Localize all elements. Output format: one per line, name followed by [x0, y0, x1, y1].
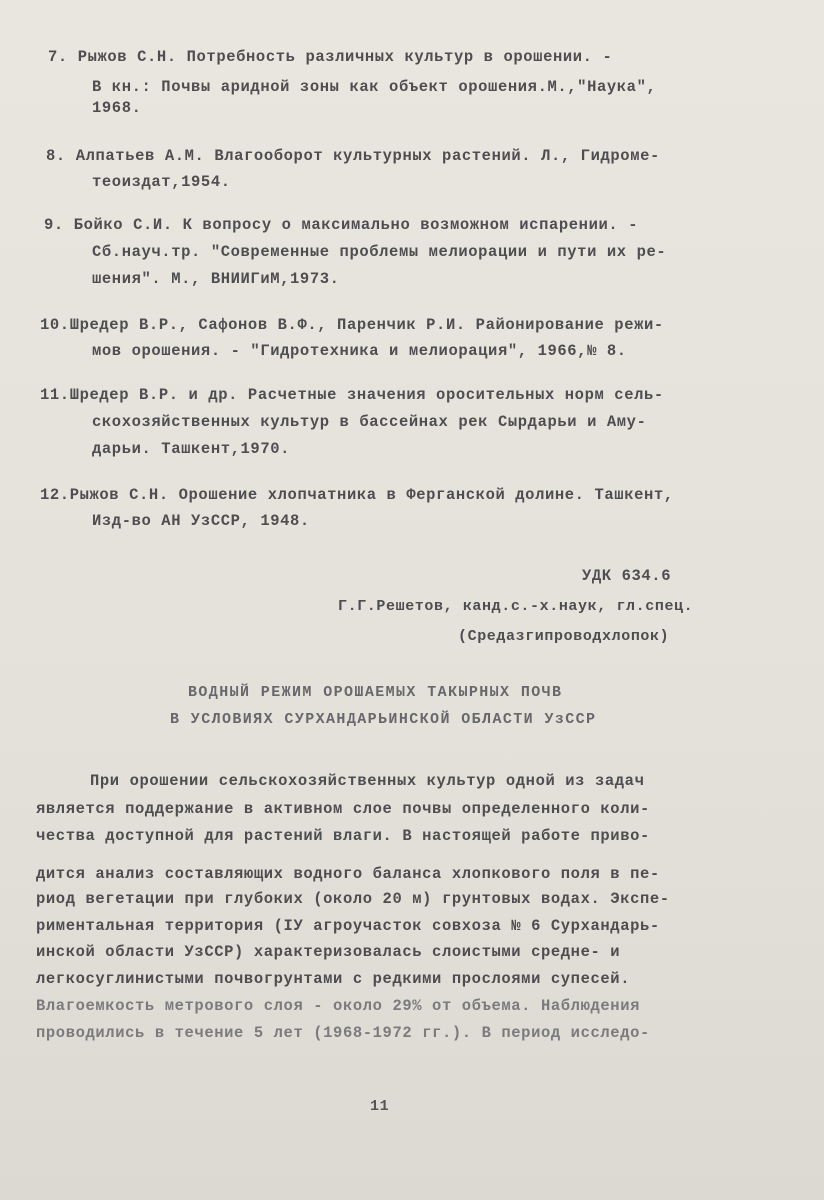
- body-line: чества доступной для растений влаги. В настоящей работе приво-: [36, 827, 650, 845]
- article-title-line-1: ВОДНЫЙ РЕЖИМ ОРОШАЕМЫХ ТАКЫРНЫХ ПОЧВ: [188, 684, 563, 701]
- body-line: риод вегетации при глубоких (около 20 м) грунтовых водах. Экспе-: [36, 890, 670, 908]
- reference-line: Сб.науч.тр. "Современные проблемы мелиорации и пути их ре-: [92, 243, 667, 261]
- affiliation-line: (Средазгипроводхлопок): [458, 628, 670, 645]
- reference-line: 1968.: [92, 99, 142, 117]
- body-line: является поддержание в активном слое почвы определенного коли-: [36, 800, 650, 818]
- reference-line: Изд-во АН УзССР, 1948.: [92, 512, 310, 530]
- udk-code: УДК 634.6: [582, 567, 672, 585]
- article-title-line-2: В УСЛОВИЯХ СУРХАНДАРЬИНСКОЙ ОБЛАСТИ УзССР: [170, 711, 597, 728]
- page-number: 11: [370, 1098, 390, 1115]
- reference-line: теоиздат,1954.: [92, 173, 231, 191]
- body-line: риментальная территория (IУ агроучасток совхоза № 6 Сурхандарь-: [36, 917, 660, 935]
- author-line: Г.Г.Решетов, канд.с.-х.наук, гл.спец.: [338, 598, 694, 615]
- reference-line: мов орошения. - "Гидротехника и мелиорация", 1966,№ 8.: [92, 342, 627, 360]
- body-line: легкосуглинистыми почвогрунтами с редкими прослоями супесей.: [36, 970, 631, 988]
- body-line: При орошении сельскохозяйственных культур одной из задач: [90, 772, 645, 790]
- body-line: Влагоемкость метрового слоя - около 29% от объема. Наблюдения: [36, 997, 640, 1015]
- body-line: инской области УзССР) характеризовалась слоистыми средне- и: [36, 943, 621, 961]
- reference-line: 7. Рыжов С.Н. Потребность различных культур в орошении. -: [48, 48, 613, 66]
- body-line: проводились в течение 5 лет (1968-1972 гг.). В период исследо-: [36, 1024, 650, 1042]
- reference-line: шения". М., ВНИИГиМ,1973.: [92, 270, 340, 288]
- reference-line: 8. Алпатьев А.М. Влагооборот культурных растений. Л., Гидроме-: [46, 147, 660, 165]
- reference-line: 12.Рыжов С.Н. Орошение хлопчатника в Ферганской долине. Ташкент,: [40, 486, 674, 504]
- reference-line: 9. Бойко С.И. К вопросу о максимально возможном испарении. -: [44, 216, 639, 234]
- reference-line: 10.Шредер В.Р., Сафонов В.Ф., Паренчик Р.И. Районирование режи-: [40, 316, 664, 334]
- reference-line: В кн.: Почвы аридной зоны как объект орошения.М.,"Наука",: [92, 78, 657, 96]
- reference-line: 11.Шредер В.Р. и др. Расчетные значения оросительных норм сель-: [40, 386, 664, 404]
- reference-line: скохозяйственных культур в бассейнах рек Сырдарьи и Аму-: [92, 413, 647, 431]
- body-line: дится анализ составляющих водного баланса хлопкового поля в пе-: [36, 865, 660, 883]
- reference-line: дарьи. Ташкент,1970.: [92, 440, 291, 458]
